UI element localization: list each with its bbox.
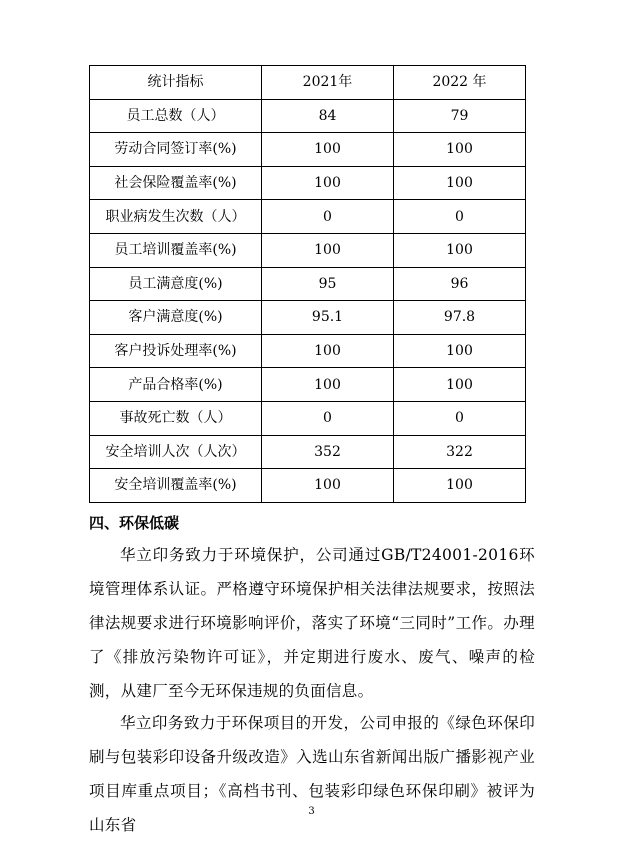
table-cell-indicator: 产品合格率(%) [90, 368, 262, 402]
table-cell-2022: 100 [394, 233, 526, 267]
paragraph: 华立印务致力于环保项目的开发，公司申报的《绿色环保印刷与包装彩印设备升级改造》入选山东省新闻出版广播影视产业项目库重点项目；《高档书刊、包装彩印绿色环保印刷》被评为山东省 [89, 714, 535, 834]
table-cell-2022: 0 [394, 200, 526, 234]
table-cell-2022: 100 [394, 166, 526, 200]
table-cell-indicator: 客户满意度(%) [90, 301, 262, 335]
table-row [90, 267, 526, 301]
table-cell-2021: 100 [262, 166, 394, 200]
table-cell-2021: 84 [262, 99, 394, 133]
table-header-cell: 2021年 [262, 66, 394, 100]
table-cell-indicator: 员工总数（人） [90, 99, 262, 133]
table-cell-2022: 0 [394, 401, 526, 435]
table-cell-2021: 352 [262, 435, 394, 469]
table-row [90, 233, 526, 267]
table-cell-2021: 95.1 [262, 301, 394, 335]
table-cell-indicator: 安全培训覆盖率(%) [90, 469, 262, 503]
table-row [90, 200, 526, 234]
table-cell-2021: 0 [262, 200, 394, 234]
table-row [90, 368, 526, 402]
table-cell-indicator: 劳动合同签订率(%) [90, 133, 262, 167]
table-row [90, 99, 526, 133]
table-row [90, 133, 526, 167]
table-row [90, 166, 526, 200]
table-cell-2022: 96 [394, 267, 526, 301]
table-cell-2021: 100 [262, 368, 394, 402]
table-cell-2022: 322 [394, 435, 526, 469]
table-cell-2021: 100 [262, 233, 394, 267]
table-cell-2022: 100 [394, 469, 526, 503]
table-row [90, 401, 526, 435]
table-header-cell: 2022 年 [394, 66, 526, 100]
table-cell-indicator: 客户投诉处理率(%) [90, 334, 262, 368]
table-cell-2021: 100 [262, 334, 394, 368]
table-cell-2022: 97.8 [394, 301, 526, 335]
section-title: 四、环保低碳 [89, 514, 180, 532]
table-cell-indicator: 员工满意度(%) [90, 267, 262, 301]
table-row [90, 301, 526, 335]
statistics-table [89, 65, 526, 503]
page-number: 3 [308, 806, 315, 817]
table-row [90, 435, 526, 469]
table-cell-2022: 100 [394, 334, 526, 368]
table-cell-2022: 100 [394, 133, 526, 167]
paragraph: 华立印务致力于环境保护，公司通过GB/T24001-2016环境管理体系认证。严格遵守环境保护相关法律法规要求，按照法律法规要求进行环境影响评价，落实了环境“三同时”工作。办理了《排放污染物许可证》，并定期进行废水、废气、噪声的检测，从建厂至今无环保违规的负面信息。 [89, 546, 535, 700]
table-header-row [90, 66, 526, 100]
table-row [90, 469, 526, 503]
table-header-cell: 统计指标 [90, 66, 262, 100]
table-cell-indicator: 员工培训覆盖率(%) [90, 233, 262, 267]
table-cell-indicator: 社会保险覆盖率(%) [90, 166, 262, 200]
table-cell-2021: 95 [262, 267, 394, 301]
table-cell-2021: 100 [262, 469, 394, 503]
table-cell-2021: 0 [262, 401, 394, 435]
table-cell-indicator: 职业病发生次数（人） [90, 200, 262, 234]
table-cell-2021: 100 [262, 133, 394, 167]
table-cell-2022: 79 [394, 99, 526, 133]
table-row [90, 334, 526, 368]
table-cell-indicator: 安全培训人次（人次） [90, 435, 262, 469]
table-cell-indicator: 事故死亡数（人） [90, 401, 262, 435]
table-cell-2022: 100 [394, 368, 526, 402]
